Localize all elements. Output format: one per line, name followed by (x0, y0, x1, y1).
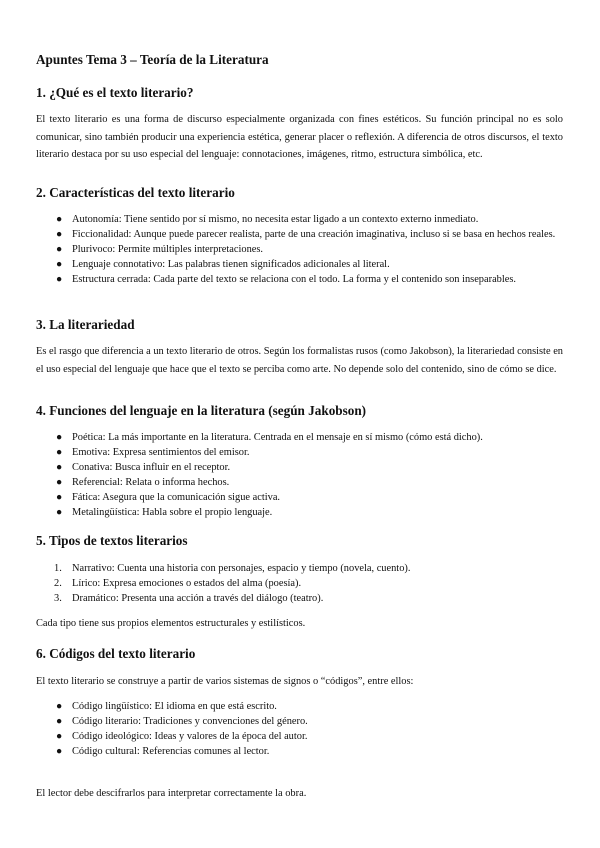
list-item: ● Código cultural: Referencias comunes al lector. (56, 746, 270, 757)
section-5-paragraph: Cada tipo tiene sus propios elementos estructurales y estilísticos. (36, 618, 306, 629)
list-item: 3. Dramático: Presenta una acción a través del diálogo (teatro). (54, 593, 324, 604)
bullet-icon: ● (56, 701, 63, 712)
characteristics-list (36, 212, 563, 287)
codes-list (36, 699, 563, 759)
bullet-icon: ● (56, 746, 63, 757)
list-item: 2. Lírico: Expresa emociones o estados del alma (poesía). (54, 578, 302, 589)
list-item: ● Código lingüístico: El idioma en que está escrito. (56, 701, 277, 712)
list-item: ● Autonomía: Tiene sentido por sí mismo, no necesita estar ligado a un contexto externo inmediato. (56, 214, 479, 225)
bullet-icon: ● (56, 477, 63, 488)
bullet-icon: ● (56, 274, 63, 285)
section-5-heading: 5. Tipos de textos literarios (36, 533, 188, 548)
page-title: Apuntes Tema 3 – Teoría de la Literatura (36, 52, 269, 67)
bullet-icon: ● (56, 507, 63, 518)
section-1-paragraph: El texto literario es una forma de discurso especialmente organizada con fines estéticos. Su función principal no es solo comunicar, sino también producir una experiencia estética, generar placer o reflexión. A diferencia de otros discursos, el texto literario destaca por su uso especial del lenguaje: connotaciones, imágenes, ritmo, estructura simbólica, etc. (36, 114, 563, 160)
list-item: ● Conativa: Busca influir en el receptor. (56, 462, 231, 473)
bullet-icon: ● (56, 259, 63, 270)
list-item: ● Estructura cerrada: Cada parte del texto se relaciona con el todo. La forma y el contenido son inseparables. (56, 274, 517, 285)
list-item: ● Ficcionalidad: Aunque puede parecer realista, parte de una creación imaginativa, incluso si se basa en hechos reales. (56, 229, 556, 240)
bullet-icon: ● (56, 716, 63, 727)
bullet-icon: ● (56, 432, 63, 443)
list-item: ● Poética: La más importante en la literatura. Centrada en el mensaje en sí mismo (cómo está dicho). (56, 432, 483, 443)
section-3-paragraph: Es el rasgo que diferencia a un texto literario de otros. Según los formalistas rusos (como Jakobson), la literariedad consiste en el uso especial del lenguaje que hace que el texto se perciba como arte. No depende solo del contenido, sino de cómo se dice. (36, 346, 563, 375)
bullet-icon: ● (56, 447, 63, 458)
bullet-icon: ● (56, 492, 63, 503)
bullet-icon: ● (56, 229, 63, 240)
section-1-heading: 1. ¿Qué es el texto literario? (36, 85, 194, 100)
bullet-icon: ● (56, 462, 63, 473)
list-item: ● Código literario: Tradiciones y convenciones del género. (56, 716, 308, 727)
section-3-heading: 3. La literariedad (36, 317, 135, 332)
text-types-list (36, 561, 563, 606)
functions-list (36, 430, 563, 520)
list-item: ● Referencial: Relata o informa hechos. (56, 477, 230, 488)
list-item: ● Metalingüística: Habla sobre el propio lenguaje. (56, 507, 273, 518)
section-4-heading: 4. Funciones del lenguaje en la literatura (según Jakobson) (36, 403, 367, 418)
bullet-icon: ● (56, 244, 63, 255)
list-item: ● Código ideológico: Ideas y valores de la época del autor. (56, 731, 308, 742)
bullet-icon: ● (56, 214, 63, 225)
section-6-paragraph: El lector debe descifrarlos para interpretar correctamente la obra. (36, 788, 307, 799)
list-item: ● Fática: Asegura que la comunicación sigue activa. (56, 492, 281, 503)
list-item: ● Lenguaje connotativo: Las palabras tienen significados adicionales al literal. (56, 259, 390, 270)
section-6-intro: El texto literario se construye a partir de varios sistemas de signos o “códigos”, entre ellos: (36, 676, 414, 687)
list-item: ● Plurivoco: Permite múltiples interpretaciones. (56, 244, 264, 255)
list-item: ● Emotiva: Expresa sentimientos del emisor. (56, 447, 250, 458)
bullet-icon: ● (56, 731, 63, 742)
list-item: 1. Narrativo: Cuenta una historia con personajes, espacio y tiempo (novela, cuento). (54, 563, 411, 574)
section-2-heading: 2. Características del texto literario (36, 185, 235, 200)
section-6-heading: 6. Códigos del texto literario (36, 646, 196, 661)
